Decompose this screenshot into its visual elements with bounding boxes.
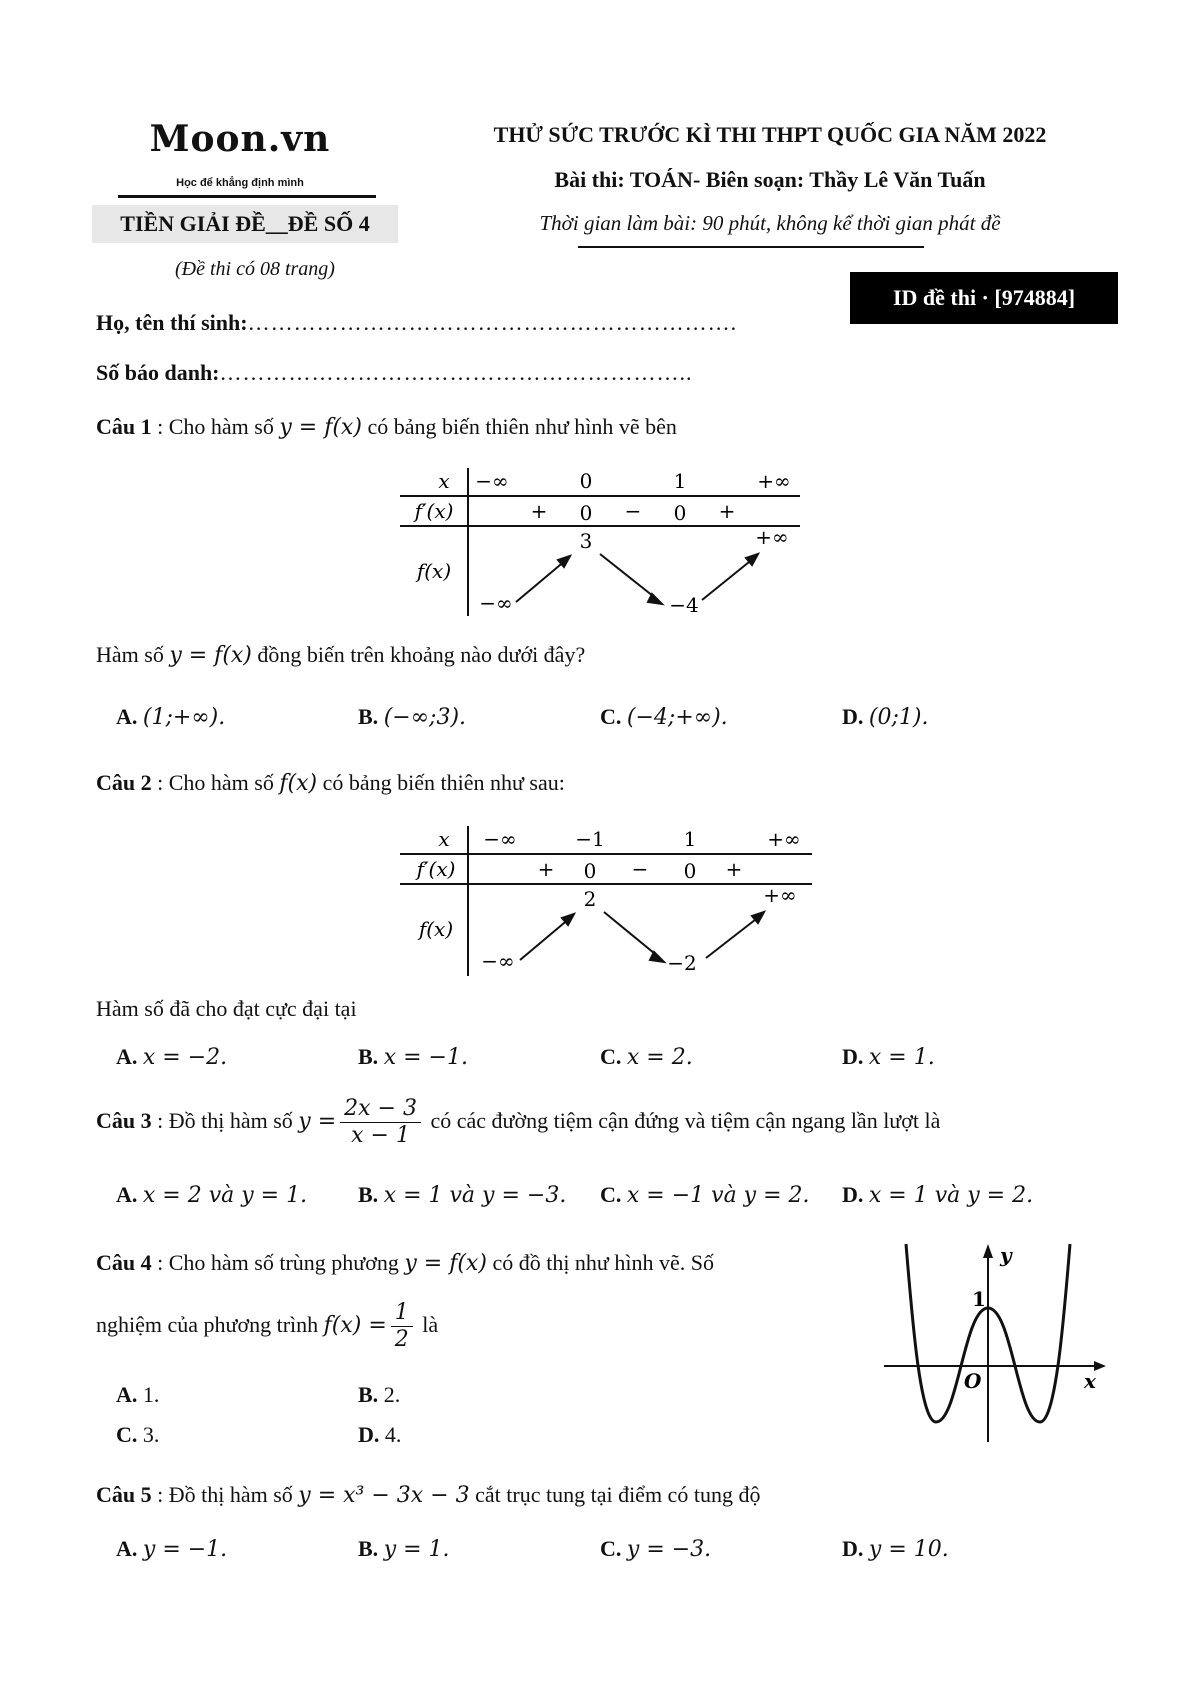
option-value: (1;+∞). [142, 705, 226, 730]
q1-question-a: Hàm số [96, 642, 170, 667]
q2-variation-table [400, 822, 820, 982]
q1-f-value: −4 [669, 593, 699, 617]
student-name-label: Họ, tên thí sinh: [96, 310, 248, 335]
q1-text-b: có bảng biến thiên như hình vẽ bên [361, 414, 677, 439]
y-axis-arrow-icon [983, 1244, 993, 1258]
graph-y-label: y [1000, 1243, 1012, 1267]
q2-x-label: x [438, 827, 450, 851]
option-key: D. [842, 1044, 864, 1069]
option-key: B. [358, 1536, 379, 1561]
q4-fraction [391, 1300, 413, 1354]
q2-sign: + [537, 857, 555, 881]
q2-sign: 0 [583, 859, 597, 883]
option-value: 3. [142, 1422, 160, 1447]
option-value: y = −1. [142, 1537, 228, 1562]
q2-option-a[interactable] [116, 1044, 227, 1070]
q1-math: y = f(x) [279, 415, 362, 440]
q1-label: Câu 1 [96, 414, 152, 439]
option-key: B. [358, 704, 379, 729]
option-key: A. [116, 1182, 138, 1207]
q4-line2-a: nghiệm của phương trình [96, 1311, 324, 1337]
option-value: x = 1 và y = −3. [383, 1183, 567, 1208]
q4-text-b: có đồ thị như hình vẽ. Số [486, 1250, 714, 1275]
q2-f-value: +∞ [763, 883, 797, 907]
option-value: x = 2 và y = 1. [142, 1183, 308, 1208]
option-value: y = 1. [383, 1537, 450, 1562]
option-key: C. [116, 1422, 138, 1447]
exam-number-box: TIỀN GIẢI ĐỀ__ĐỀ SỐ 4 [92, 205, 398, 243]
q1-x-value: 0 [579, 469, 593, 493]
option-key: C. [600, 704, 622, 729]
option-key: A. [116, 1536, 138, 1561]
option-key: B. [358, 1382, 379, 1407]
q3-text-b: có các đường tiệm cận đứng và tiệm cận ngang lần lượt là [424, 1107, 941, 1133]
q3-label: Câu 3 [96, 1107, 152, 1133]
page-count-note: (Đề thi có 08 trang) [175, 258, 335, 280]
q3-math-prefix: y = [298, 1108, 337, 1134]
option-value: x = −1 và y = 2. [626, 1183, 810, 1208]
student-id-field [96, 360, 693, 386]
exam-title: THỬ SỨC TRƯỚC KÌ THI THPT QUỐC GIA NĂM 2022 [493, 122, 1047, 147]
q2-x-value: 1 [683, 827, 697, 851]
q3-text-a: : Đồ thị hàm số [151, 1107, 299, 1133]
q3-option-a[interactable] [116, 1182, 307, 1208]
option-key: D. [358, 1422, 380, 1447]
q2-fp-label: f′(x) [416, 857, 456, 881]
option-key: D. [842, 1536, 864, 1561]
q5-option-a[interactable] [116, 1536, 227, 1562]
option-value: x = −2. [142, 1045, 228, 1070]
q1-sign: − [624, 499, 642, 523]
q4-option-b[interactable] [358, 1382, 400, 1408]
option-value: x = −1. [383, 1045, 468, 1070]
q4-frac-den: 2 [394, 1327, 409, 1353]
option-key: B. [358, 1182, 379, 1207]
option-value: 2. [383, 1382, 401, 1407]
q2-math: f(x) [279, 771, 318, 796]
logo-underline [118, 195, 376, 198]
q2-sign: + [725, 857, 743, 881]
q4-option-c[interactable] [116, 1422, 159, 1448]
graph-x-label: x [1084, 1369, 1096, 1393]
exam-id-badge: ID đề thi · [974884] [850, 272, 1118, 324]
q1-f-value: −∞ [479, 591, 513, 615]
q2-text-b: có bảng biến thiên như sau: [317, 770, 565, 795]
logo-tagline: Học để khẳng định mình [176, 177, 304, 189]
q3-fraction [340, 1096, 421, 1150]
q3-option-b[interactable] [358, 1182, 566, 1208]
q3-numerator: 2x − 3 [340, 1096, 421, 1123]
option-key: D. [842, 1182, 864, 1207]
q1-option-b[interactable] [358, 704, 466, 730]
q4-stem [96, 1250, 714, 1276]
q1-f-label: f(x) [416, 559, 452, 583]
q3-stem [96, 1096, 940, 1150]
option-value: x = 1 và y = 2. [868, 1183, 1034, 1208]
q1-option-c[interactable] [600, 704, 728, 730]
q2-sign: 0 [683, 859, 697, 883]
exam-time: Thời gian làm bài: 90 phút, không kể thời gian phát đề [539, 211, 1001, 235]
q2-x-value: −∞ [483, 827, 517, 851]
q3-option-c[interactable] [600, 1182, 810, 1208]
q3-option-d[interactable] [842, 1182, 1033, 1208]
q1-sign: + [530, 499, 548, 523]
q2-option-b[interactable] [358, 1044, 468, 1070]
q2-x-value: +∞ [767, 827, 801, 851]
option-value: x = 1. [868, 1045, 935, 1070]
q4-text-a: : Cho hàm số trùng phương [151, 1250, 405, 1275]
q1-question-math: y = f(x) [169, 643, 252, 668]
student-name-field [96, 310, 737, 336]
q1-variation-table [400, 464, 810, 622]
q1-option-a[interactable] [116, 704, 225, 730]
q1-question [96, 642, 585, 668]
q1-x-value: +∞ [757, 469, 791, 493]
q4-option-d[interactable] [358, 1422, 401, 1448]
q2-f-label: f(x) [418, 917, 454, 941]
q1-x-value: 1 [673, 469, 687, 493]
option-key: D. [842, 704, 864, 729]
q4-frac-num: 1 [391, 1300, 413, 1327]
q1-stem [96, 414, 677, 440]
option-key: A. [116, 1044, 138, 1069]
q2-question: Hàm số đã cho đạt cực đại tại [96, 996, 357, 1021]
q5-option-b[interactable] [358, 1536, 450, 1562]
q2-f-value: −∞ [481, 949, 515, 973]
student-id-label: Số báo danh: [96, 360, 220, 385]
q5-stem [96, 1482, 760, 1508]
q4-line2-math: f(x) = [323, 1312, 387, 1338]
q4-stem-line2 [96, 1300, 438, 1354]
exam-subject: Bài thi: TOÁN- Biên soạn: Thầy Lê Văn Tuấn [554, 167, 986, 192]
q1-text-a: : Cho hàm số [151, 414, 280, 439]
q1-sign: 0 [579, 501, 593, 525]
student-id-dots: …………………………………………………….. [219, 360, 693, 385]
option-value: (−4;+∞). [626, 705, 728, 730]
option-value: x = 2. [626, 1045, 693, 1070]
q4-option-a[interactable] [116, 1382, 159, 1408]
option-key: C. [600, 1536, 622, 1561]
q1-f-value: +∞ [755, 525, 789, 549]
q5-option-c[interactable] [600, 1536, 711, 1562]
option-value: y = 10. [868, 1537, 949, 1562]
option-key: B. [358, 1044, 379, 1069]
graph-origin-label: O [964, 1369, 982, 1393]
moon-logo: Moon.vn [149, 118, 331, 160]
q5-label: Câu 5 [96, 1482, 152, 1507]
q1-sign: + [718, 499, 736, 523]
q2-f-value: −2 [667, 951, 697, 975]
q2-stem [96, 770, 565, 796]
q3-denominator: x − 1 [351, 1123, 410, 1149]
option-value: y = −3. [626, 1537, 712, 1562]
q4-label: Câu 4 [96, 1250, 152, 1275]
option-value: 1. [142, 1382, 160, 1407]
q5-math: y = x³ − 3x − 3 [298, 1483, 470, 1508]
option-key: C. [600, 1044, 622, 1069]
student-name-dots: ………………………………………………………. [247, 310, 738, 335]
q1-x-label: x [438, 469, 450, 493]
q2-option-d[interactable] [842, 1044, 935, 1070]
q4-graph [878, 1236, 1110, 1446]
q2-sign: − [631, 857, 649, 881]
q1-question-b: đồng biến trên khoảng nào dưới đây? [251, 642, 586, 667]
q5-option-d[interactable] [842, 1536, 949, 1562]
q2-x-value: −1 [575, 827, 605, 851]
q1-fp-label: f′(x) [414, 499, 454, 523]
graph-tick-label: 1 [972, 1287, 986, 1311]
q5-text-b: cắt trục tung tại điểm có tung độ [469, 1482, 761, 1507]
q1-arrows [516, 554, 758, 604]
q2-option-c[interactable] [600, 1044, 693, 1070]
q4-math: y = f(x) [404, 1251, 487, 1276]
q1-f-value: 3 [579, 529, 593, 553]
option-key: C. [600, 1182, 622, 1207]
option-key: A. [116, 704, 138, 729]
option-value: (0;1). [868, 705, 929, 730]
q1-option-d[interactable] [842, 704, 928, 730]
q2-text-a: : Cho hàm số [151, 770, 280, 795]
option-key: A. [116, 1382, 138, 1407]
q1-sign: 0 [673, 501, 687, 525]
q1-x-value: −∞ [475, 469, 509, 493]
q2-arrows [520, 912, 764, 962]
option-value: (−∞;3). [383, 705, 467, 730]
option-value: 4. [384, 1422, 402, 1447]
q5-text-a: : Đồ thị hàm số [151, 1482, 299, 1507]
q2-label: Câu 2 [96, 770, 152, 795]
header-divider [578, 246, 924, 248]
q2-f-value: 2 [583, 887, 597, 911]
q4-line2-b: là [416, 1311, 439, 1337]
